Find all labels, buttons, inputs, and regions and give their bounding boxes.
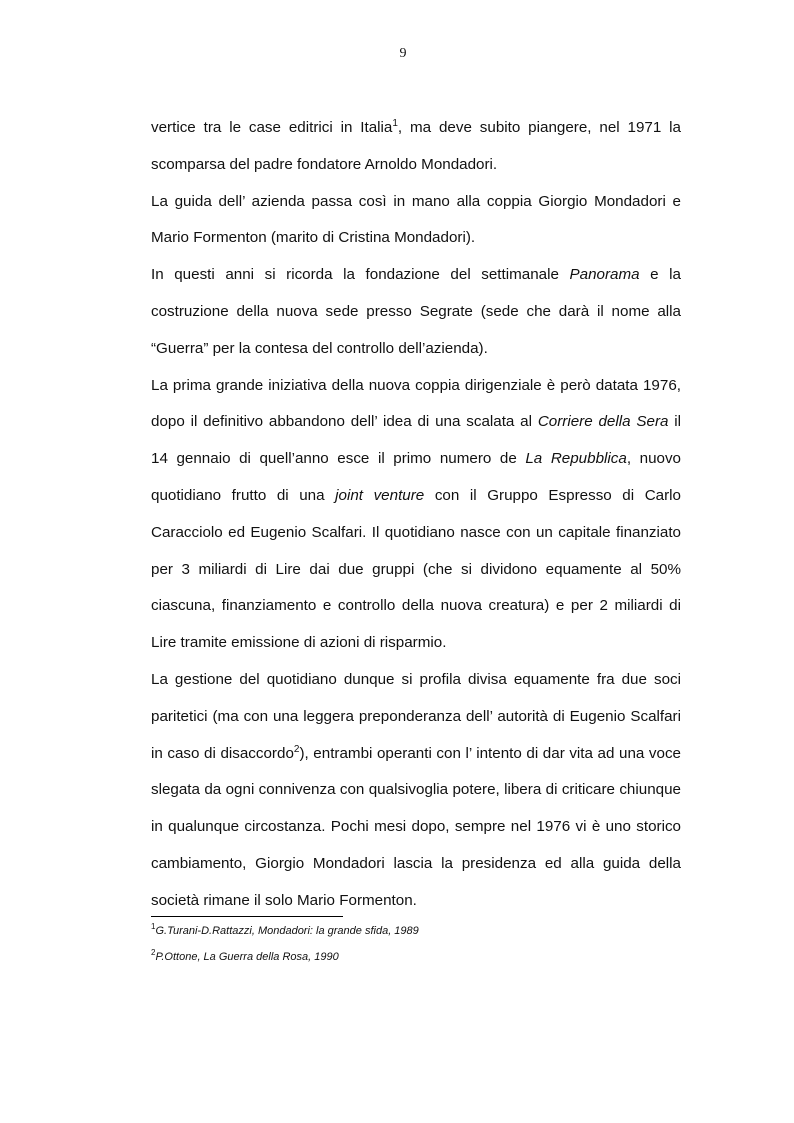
text-run: La gestione del quotidiano dunque si profila divisa equamente fra due soci paritetici (ma con una leggera preponderanza dell’ autorità di Eugenio Scalfari in caso di disaccordo xyxy=(151,670,681,762)
footnote-text: P.Ottone, La Guerra della Rosa, 1990 xyxy=(155,951,339,963)
text-run: In questi anni si ricorda la fondazione del settimanale xyxy=(151,266,570,284)
footnote-2 xyxy=(151,950,711,964)
paragraph xyxy=(151,662,681,920)
italic-text: Panorama xyxy=(569,266,640,284)
paragraph xyxy=(151,257,681,367)
paragraph xyxy=(151,184,681,258)
footnote-text: G.Turani-D.Rattazzi, Mondadori: la grande sfida, 1989 xyxy=(155,925,419,937)
text-run: , ma deve subito piangere, nel 1971 la scomparsa del padre fondatore Arnoldo Mondadori. xyxy=(151,119,681,173)
text-run: La guida dell’ azienda passa così in mano alla coppia Giorgio Mondadori e Mario Formenton (marito di Cristina Mondadori). xyxy=(151,192,681,247)
text-run: La prima grande iniziativa della nuova coppia dirigenziale è però datata 1976, dopo il definitivo abbandono dell’ idea di una scalata al xyxy=(151,376,681,431)
footnote-ref: 2 xyxy=(293,743,300,755)
italic-text: joint venture xyxy=(335,486,425,504)
text-run: ), entrambi operanti con l’ intento di dar vita ad una voce slegata da ogni connivenza con qualsivoglia potere, libera di criticare chiunque in qualunque circostanza. Pochi mesi dopo, sempre nel 1976 vi è uno storico cambiamento, Giorgio Mondadori lascia la presidenza ed alla guida della società rimane il solo Mario Formenton. xyxy=(151,744,681,909)
text-run: con il Gruppo Espresso di Carlo Caracciolo ed Eugenio Scalfari. Il quotidiano nasce con un capitale finanziato per 3 miliardi di Lire dai due gruppi (che si dividono equamente al 50% ciascuna, finanziamento e controllo della nuova creatura) e per 2 miliardi di Lire tramite emissione di azioni di risparmio. xyxy=(151,486,681,652)
footnote-1 xyxy=(151,924,711,938)
footnotes xyxy=(151,924,711,976)
footnote-marker: 2 xyxy=(151,948,156,957)
footnote-separator xyxy=(151,916,343,917)
text-run: e la costruzione della nuova sede presso Segrate (sede che darà il nome alla “Guerra” per la contesa del controllo dell’azienda). xyxy=(151,266,681,357)
footnote-ref: 1 xyxy=(392,118,398,129)
body-text xyxy=(151,110,681,920)
footnote-marker: 1 xyxy=(151,922,156,931)
text-run: , nuovo quotidiano frutto di una xyxy=(151,450,681,504)
text-run: vertice tra le case editrici in Italia xyxy=(151,119,393,136)
italic-text: Corriere della Sera xyxy=(537,413,669,431)
page-number: 9 xyxy=(399,46,407,61)
italic-text: La Repubblica xyxy=(525,450,627,468)
paragraph xyxy=(151,110,681,184)
paragraph xyxy=(151,368,681,662)
text-run: il 14 gennaio di quell’anno esce il primo numero de xyxy=(151,413,682,468)
